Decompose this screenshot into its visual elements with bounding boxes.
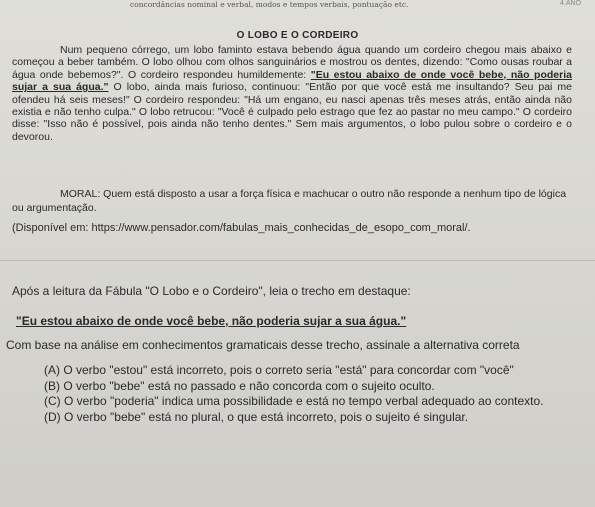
option-c[interactable]: (C) O verbo "poderia" indica uma possibilidade e está no tempo verbal adequado ao contexto. [44, 394, 544, 408]
fable-moral [12, 187, 572, 215]
fable-paragraph [12, 44, 572, 143]
question-excerpt: "Eu estou abaixo de onde você bebe, não poderia sujar a sua água." [16, 314, 407, 328]
option-b[interactable]: (B) O verbo "bebe" está no passado e não concorda com o sujeito oculto. [44, 378, 435, 393]
page-header: concordâncias nominal e verbal, modos e tempos verbais, pontuação etc. [130, 0, 409, 9]
moral-text: MORAL: Quem está disposto a usar a força física e machucar o outro não responde a nenhum tipo de lógica ou argumentação. [12, 188, 567, 214]
section-divider [0, 260, 595, 261]
fable-text [12, 44, 572, 143]
fable-highlighted-quote: "Eu estou abaixo de onde você bebe, não poderia sujar a sua água." [12, 68, 572, 94]
fable-source: (Disponível em: https://www.pensador.com/fabulas_mais_conhecidas_de_esopo_com_moral/. [12, 222, 471, 234]
question-instruction: Com base na análise em conhecimentos gramaticais desse trecho, assinale a alternativa correta [6, 338, 520, 352]
fable-text-start: Num pequeno córrego, um lobo faminto estava bebendo água quando um cordeiro chegou mais abaixo e começou a beber também. O lobo olhou com olhos sanguinários e mostrou os dentes, dizendo: "Como ousas roubar a água onde bebemos?". O cordeiro respondeu humildemente: [12, 44, 572, 81]
page-corner-label: 4.ANO [559, 0, 581, 7]
answer-options [44, 363, 595, 425]
question-prompt: Após a leitura da Fábula "O Lobo e o Cordeiro", leia o trecho em destaque: [12, 284, 411, 298]
option-d[interactable]: (D) O verbo "bebe" está no plural, o que está incorreto, pois o sujeito é singular. [44, 409, 469, 424]
fable-title: O LOBO E O CORDEIRO [236, 30, 359, 41]
fable-text-end: O lobo, ainda mais furioso, continuou: "Então por que você está me insultando? Seu pai me ofendeu há seis meses!" O cordeiro respondeu: "Há um engano, eu nasci apenas três meses atrás, então ainda não existia e não tenho culpa." O lobo retrucou: "Você é culpado pelo estrago que fez ao pastar no meu campo." O cordeiro disse: "Isso não é possível, pois ainda não tenho dentes." Sem mais argumentos, o lobo pulou sobre o cordeiro e o devorou. [12, 81, 572, 143]
option-a[interactable]: (A) O verbo "estou" está incorreto, pois o correto seria "está" para concordar com "você" [44, 363, 514, 377]
